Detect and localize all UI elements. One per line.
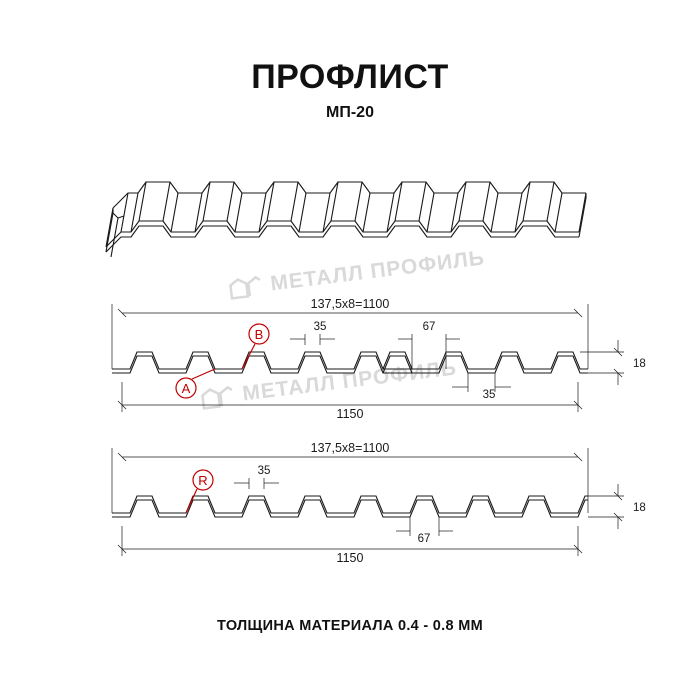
profile-r-marker-r-label: R [198, 473, 208, 488]
profile-a-rib-pitch-label: 67 [422, 321, 436, 333]
material-thickness-note: ТОЛЩИНА МАТЕРИАЛА 0.4 - 0.8 ММ [217, 618, 483, 634]
isometric-sheet-illustration [106, 182, 586, 257]
profile-a-marker-b-label: B [254, 327, 264, 342]
profile-a-marker-a-label: A [181, 381, 191, 396]
profile-a-thickness [112, 356, 588, 373]
page-subtitle: МП-20 [326, 104, 374, 121]
profile-r-thickness [112, 500, 588, 517]
profile-r-rib-pitch-label: 67 [417, 533, 431, 545]
watermark-text: МЕТАЛЛ ПРОФИЛЬ [269, 246, 487, 296]
profile-a-rib-bottom-width-label: 35 [482, 389, 496, 401]
profile-a-rib-top-width-label: 35 [313, 321, 327, 333]
profile-r-overall-width-label: 1150 [336, 551, 364, 565]
profile-a-working-width-label: 137,5х8=1100 [310, 297, 390, 311]
profile-r-working-width-label: 137,5х8=1100 [310, 441, 390, 455]
page-title: ПРОФЛИСТ [251, 58, 449, 96]
watermark-text: МЕТАЛЛ ПРОФИЛЬ [241, 356, 459, 406]
profile-a-outline [112, 352, 588, 369]
profile-r-outline [112, 496, 588, 513]
profile-a-height-label: 18 [633, 358, 646, 370]
profile-a-overall-width-label: 1150 [336, 407, 364, 421]
profile-r-section [112, 448, 624, 556]
profile-r-height-label: 18 [633, 502, 646, 514]
profile-r-rib-top-width-label: 35 [257, 465, 271, 477]
